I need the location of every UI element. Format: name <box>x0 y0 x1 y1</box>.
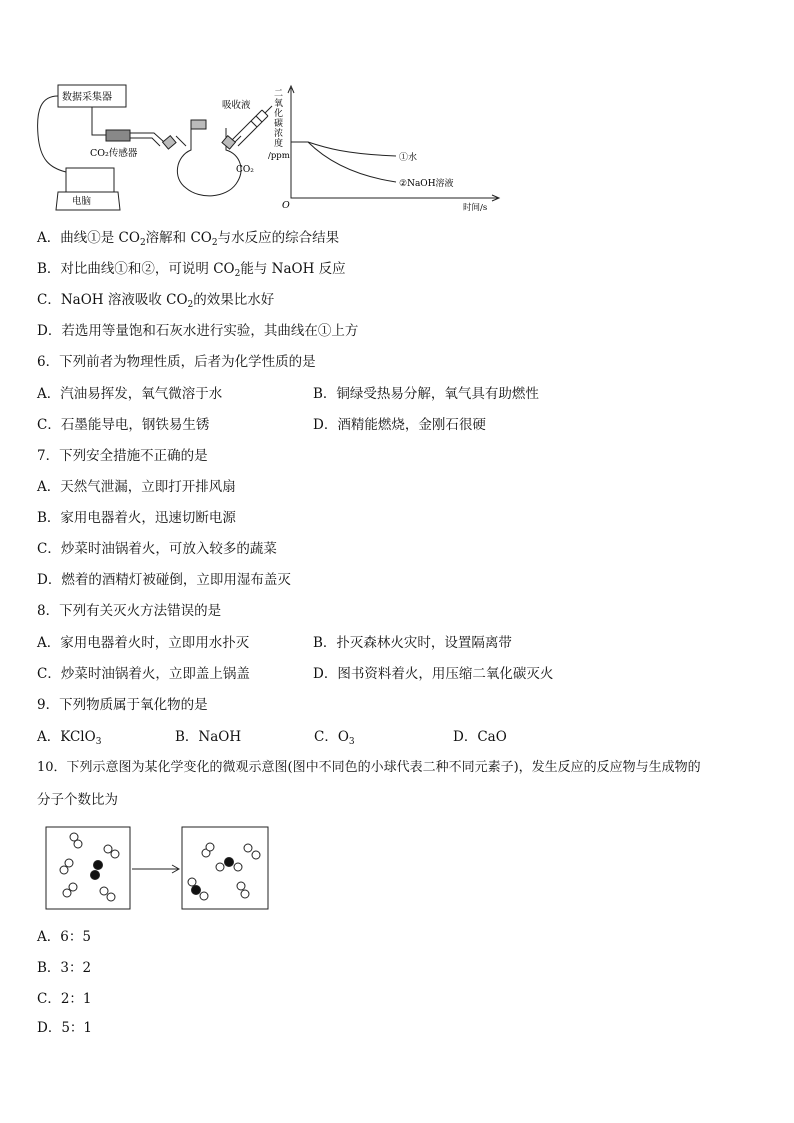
y-axis-char: 度 <box>274 139 284 149</box>
q6-option-d[interactable]: D．酒精能燃烧，金刚石很硬 <box>313 417 486 433</box>
q9-c-text: C．O <box>314 729 349 745</box>
collector-label: 数据采集器 <box>62 92 112 103</box>
q5-option-b[interactable] <box>37 260 346 283</box>
q7-stem: 7．下列安全措施不正确的是 <box>37 448 208 464</box>
q9-option-b[interactable]: B．NaOH <box>175 729 242 745</box>
q9-option-a[interactable] <box>37 728 101 751</box>
products-box <box>182 827 268 909</box>
q5-c-sub: 2 <box>187 300 194 310</box>
computer <box>66 168 114 192</box>
q9-a-text: A．KClO <box>37 729 96 745</box>
reaction-micro-diagram <box>44 825 274 913</box>
q10-option-d[interactable]: D．5：1 <box>37 1020 93 1036</box>
q7-option-d[interactable]: D．燃着的酒精灯被碰倒，立即用湿布盖灭 <box>37 572 291 588</box>
q6-option-a[interactable]: A．汽油易挥发，氧气微溶于水 <box>37 386 223 402</box>
q10-option-b[interactable]: B．3：2 <box>37 960 92 976</box>
q10-option-c[interactable]: C．2：1 <box>37 991 92 1007</box>
q9-a-sub: 3 <box>95 737 102 747</box>
reactants-box <box>46 827 130 909</box>
y-axis-char: 碳 <box>274 119 284 129</box>
flask-gas-label: CO₂ <box>236 165 254 175</box>
q10-stem-line1: 10．下列示意图为某化学变化的微观示意图(图中不同色的小球代表二种不同元素子)，发生反应的反应物与生成物的 <box>37 760 701 775</box>
q8-option-a[interactable]: A．家用电器着火时，立即用水扑灭 <box>37 635 250 651</box>
q5-b-text-1: B．对比曲线①和②，可说明 CO <box>37 261 235 277</box>
q5-a-text-2: 溶解和 CO <box>145 230 212 246</box>
curve1-label: ①水 <box>399 153 418 163</box>
y-axis-char: 浓 <box>274 129 284 139</box>
q7-option-c[interactable]: C．炒菜时油锅着火，可放入较多的蔬菜 <box>37 541 277 557</box>
q5-a-text-1: A．曲线①是 CO <box>37 230 140 246</box>
sensor-label: CO₂传感器 <box>90 148 138 159</box>
q9-option-d[interactable]: D．CaO <box>453 729 507 745</box>
sensor-cable <box>92 107 106 135</box>
q9-c-sub: 3 <box>348 737 355 747</box>
q5-option-d[interactable]: D．若选用等量饱和石灰水进行实验，其曲线在①上方 <box>37 323 359 339</box>
q6-option-b[interactable]: B．铜绿受热易分解，氧气具有助燃性 <box>313 386 539 402</box>
syringe <box>232 110 268 146</box>
q5-b-text-2: 能与 NaOH 反应 <box>240 261 346 277</box>
q5-option-c[interactable] <box>37 291 274 314</box>
q10-stem-line2: 分子个数比为 <box>37 792 118 808</box>
computer-label: 电脑 <box>72 196 92 207</box>
y-axis-char: 氧 <box>274 99 284 109</box>
q8-option-b[interactable]: B．扑灭森林火灾时，设置隔离带 <box>313 635 512 651</box>
q9-option-c[interactable] <box>314 728 355 751</box>
q6-option-c[interactable]: C．石墨能导电，钢铁易生锈 <box>37 417 210 433</box>
q7-option-a[interactable]: A．天然气泄漏，立即打开排风扇 <box>37 479 236 495</box>
q5-option-a[interactable] <box>37 229 339 252</box>
origin-label: O <box>282 200 290 211</box>
q8-stem: 8．下列有关灭火方法错误的是 <box>37 603 222 619</box>
q9-stem: 9．下列物质属于氧化物的是 <box>37 697 208 713</box>
absorbent-label: 吸收液 <box>222 100 251 111</box>
y-axis-char: 化 <box>274 109 284 119</box>
curve2-label: ②NaOH溶液 <box>399 179 454 189</box>
q7-option-b[interactable]: B．家用电器着火，迅速切断电源 <box>37 510 236 526</box>
x-axis-label: 时间/s <box>463 203 488 213</box>
co2-experiment-figure <box>36 80 506 215</box>
curve-naoh <box>308 142 396 182</box>
q5-c-text-1: C．NaOH 溶液吸收 CO <box>37 292 188 308</box>
q10-option-a[interactable]: A．6：5 <box>37 929 91 945</box>
y-axis-unit: /ppm <box>268 151 290 161</box>
q5-b-sub: 2 <box>234 269 241 279</box>
y-axis-char: 二 <box>274 89 284 99</box>
q5-a-sub-2: 2 <box>211 238 218 248</box>
q5-c-text-2: 的效果比水好 <box>193 292 275 308</box>
curve-water <box>291 142 396 156</box>
q6-stem: 6．下列前者为物理性质，后者为化学性质的是 <box>37 354 316 370</box>
q8-option-d[interactable]: D．图书资料着火，用压缩二氧化碳灭火 <box>313 666 554 682</box>
q5-a-text-3: 与水反应的综合结果 <box>217 230 340 246</box>
q5-a-sub-1: 2 <box>139 238 146 248</box>
q8-option-c[interactable]: C．炒菜时油锅着火，立即盖上锅盖 <box>37 666 250 682</box>
co2-sensor <box>106 130 130 141</box>
